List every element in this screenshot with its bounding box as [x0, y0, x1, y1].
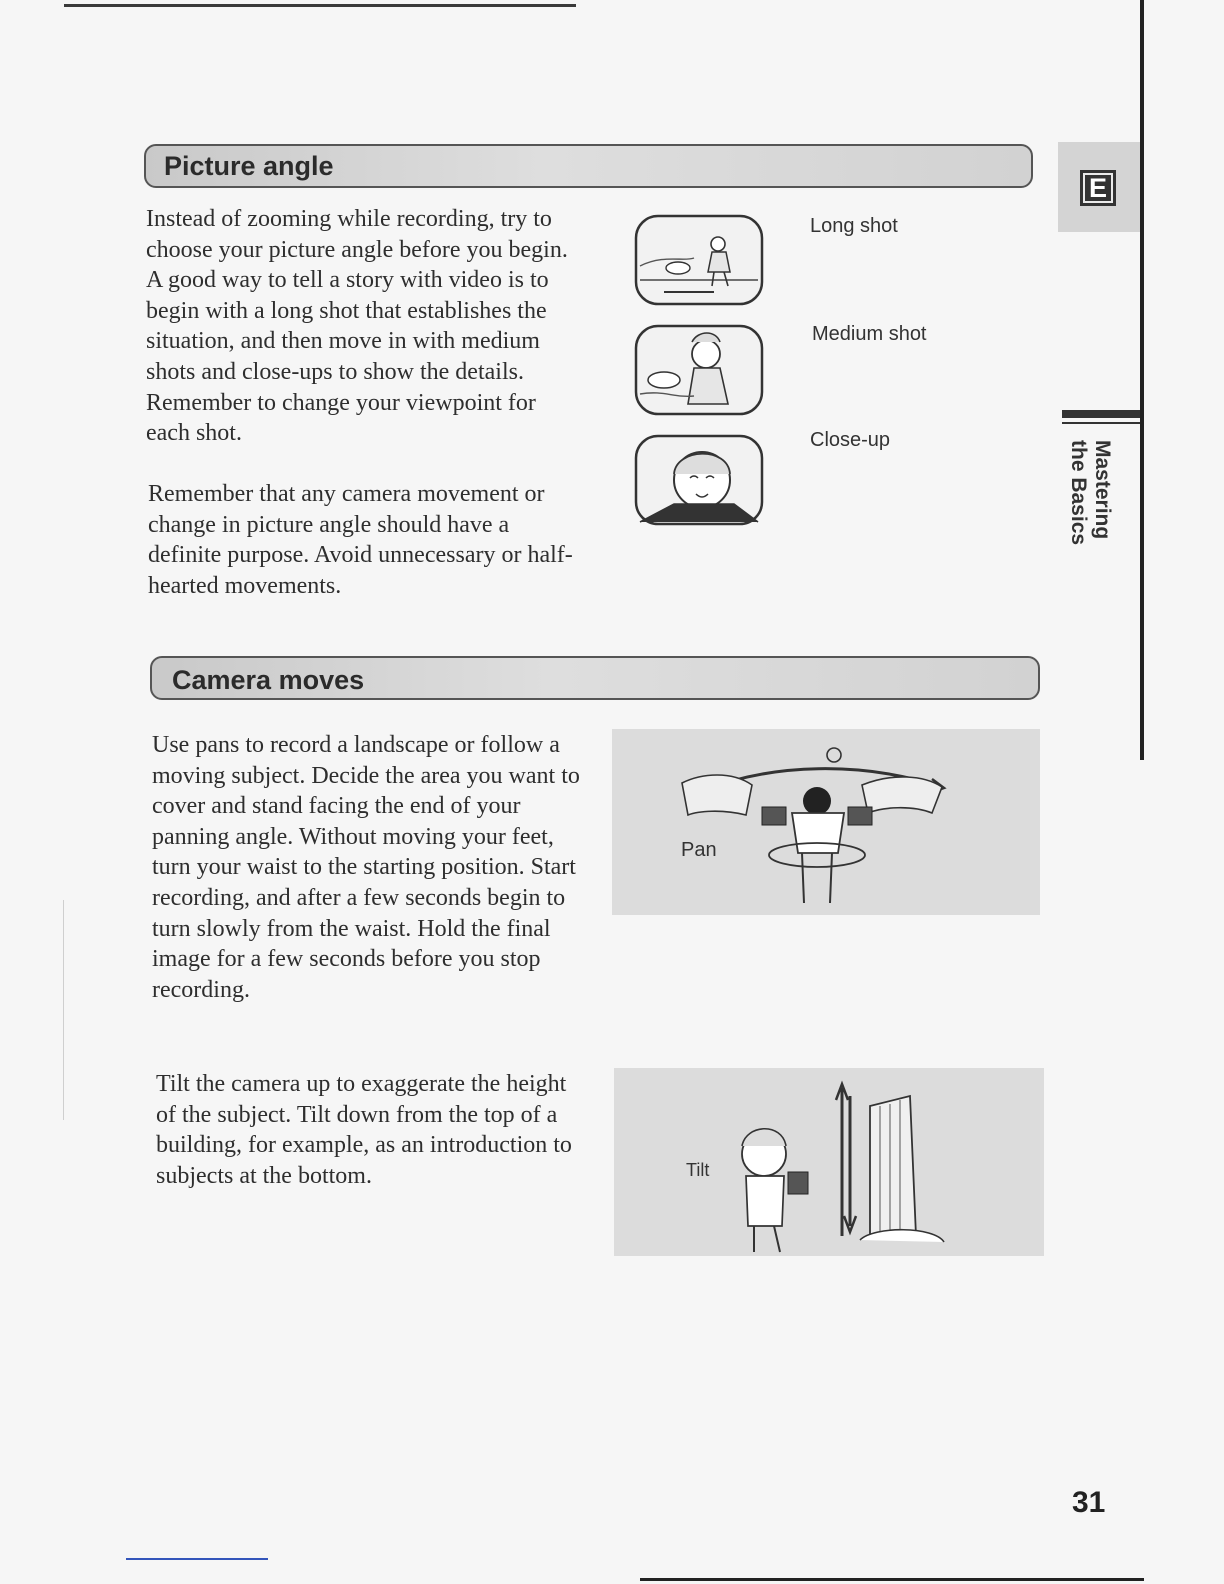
picture-angle-paragraph-2: Remember that any camera movement or change in picture angle should have a definite purpose. Avoid unnecessary or half-hearted movements.: [148, 481, 573, 599]
camera-moves-title: Camera moves: [172, 665, 365, 695]
long-shot-label: Long shot: [810, 215, 898, 237]
medium-shot-label: Medium shot: [812, 323, 927, 345]
page-number: 31: [1072, 1486, 1106, 1519]
right-margin-rule: [1140, 0, 1144, 760]
language-badge: E: [1080, 170, 1116, 206]
chapter-bar: [1062, 410, 1140, 418]
pan-illustration: [662, 743, 982, 913]
pan-figure: [612, 729, 1040, 915]
tilt-illustration: [724, 1076, 954, 1254]
chapter-title-line1: Mastering: [1091, 440, 1114, 540]
chapter-title: [1062, 440, 1114, 570]
close-up-illustration: [634, 434, 764, 526]
tilt-figure: [614, 1068, 1044, 1256]
long-shot-illustration: [634, 214, 764, 306]
chapter-bar-thin: [1062, 422, 1140, 424]
medium-shot-illustration: [634, 324, 764, 416]
camera-moves-header: [150, 656, 1040, 700]
bottom-rule: [640, 1578, 1144, 1581]
close-up-label: Close-up: [810, 429, 891, 451]
top-rule: [64, 4, 576, 7]
pan-paragraph: Use pans to record a landscape or follow a moving subject. Decide the area you want to cover and stand facing the end of your panning angle. Without moving your feet, turn your waist to the starting position. Start recording, and after a few seconds begin to turn slowly from the waist. Hold the final image for a few seconds before you stop recording.: [152, 732, 580, 1003]
chapter-title-line2: the Basics: [1067, 440, 1090, 546]
tilt-label: Tilt: [686, 1160, 710, 1180]
picture-angle-header: [144, 144, 1033, 188]
picture-angle-paragraph-1: Instead of zooming while recording, try to choose your picture angle before you begin. A good way to tell a story with video is to begin with a long shot that establishes the situation, and then move in with medium shots and close-ups to show the details. Remember to change your viewpoint for each shot.: [146, 206, 568, 447]
tilt-paragraph: Tilt the camera up to exaggerate the height of the subject. Tilt down from the top of a building, for example, as an introduction to subjects at the bottom.: [156, 1071, 572, 1189]
pan-label: Pan: [681, 839, 717, 861]
bottom-left-rule: [126, 1558, 268, 1560]
picture-angle-title: Picture angle: [164, 151, 334, 181]
left-edge-line: [63, 900, 64, 1120]
